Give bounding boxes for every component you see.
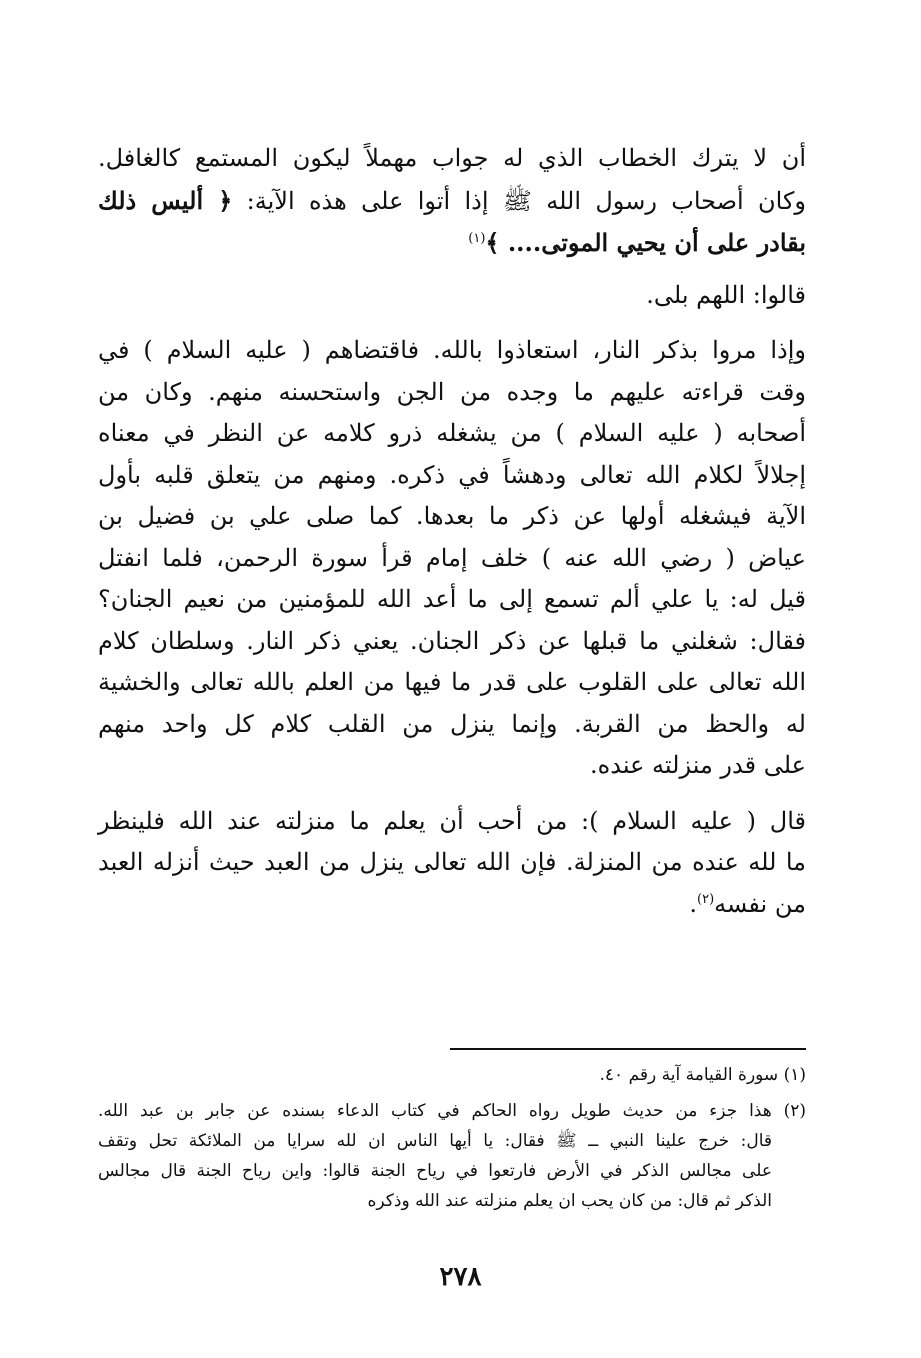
text-segment: .: [689, 889, 697, 918]
text-segment: وكان أصحاب رسول الله ﷺ إذا أتوا على هذه الآية:: [246, 186, 806, 215]
text-line: قالوا: اللهم بلى.: [646, 280, 806, 309]
text-line: وإذا مروا بذكر النار، استعاذوا بالله. فاقتضاهم ( عليه السلام ) في: [98, 336, 806, 364]
footnote-line: على مجالس الذكر في الأرض فارتعوا في رياح الجنة قالوا: واين رياح الجنة قال مجالس: [98, 1161, 772, 1181]
paragraph-4: [98, 801, 806, 926]
footnote-divider: [450, 1048, 806, 1050]
text-line: فقال: شغلني ما قبلها عن ذكر الجنان. يعني ذكر النار. وسلطان كلام: [98, 626, 806, 655]
footnote-line: الذكر ثم قال: من كان يحب ان يعلم منزلته عند الله وذكره: [367, 1191, 772, 1211]
text-line: الله تعالى على القلوب على قدر ما فيها من العلم بالله تعالى والخشية: [98, 668, 806, 696]
text-line: أن لا يترك الخطاب الذي له جواب مهملاً ليكون المستمع كالغافل.: [98, 144, 807, 172]
main-text: [98, 138, 806, 925]
text-line: [98, 180, 806, 223]
text-line: أصحابه ( عليه السلام ) من يشغله ذرو كلامه عن النظر في معناه: [98, 419, 806, 447]
text-line: [98, 222, 806, 265]
footnote-1: [98, 1060, 806, 1090]
text-line: ما لله عنده من المنزلة. فإن الله تعالى ينزل من العبد حيث أنزله العبد: [98, 848, 806, 876]
footnotes: [98, 1060, 806, 1222]
text-line: [98, 884, 806, 926]
footnote-ref-1[interactable]: (١): [468, 231, 486, 246]
quran-verse: بقادر على أن يحيي الموتى.... ﴾: [485, 228, 806, 257]
text-line: قيل له: يا علي ألم تسمع إلى ما أعد الله للمؤمنين من نعيم الجنان؟: [98, 585, 806, 613]
text-line: وقت قراءته عليهم ما وجده من الجن واستحسنه منهم. وكان من: [98, 377, 806, 406]
paragraph-3: [98, 330, 806, 787]
footnote-line: (٢) هذا جزء من حديث طويل رواه الحاكم في كتاب الدعاء بسنده عن جابر بن عبد الله.: [98, 1101, 806, 1121]
footnote-2: [98, 1096, 806, 1216]
quran-verse: ﴿ أليس ذلك: [98, 185, 233, 215]
paragraph-2: [98, 275, 806, 317]
text-line: الآية فيشغله أولها عن ذكر ما بعدها. كما صلى علي بن فضيل بن: [98, 502, 806, 530]
text-line: عياض ( رضي الله عنه ) خلف إمام قرأ سورة الرحمن، فلما انفتل: [98, 543, 806, 572]
footnote-line: (١) سورة القيامة آية رقم ٤٠.: [599, 1065, 806, 1085]
text-line: على قدر منزلته عنده.: [590, 751, 806, 779]
text-line: له والحظ من القربة. وإنما ينزل من القلب كلام كل واحد منهم: [98, 709, 806, 738]
text-line: قال ( عليه السلام ): من أحب أن يعلم ما منزلته عند الله فلينظر: [98, 806, 806, 835]
footnote-line: قال: خرج علينا النبي ــ ﷺ فقال: يا أيها الناس ان لله سرايا من الملائكة تحل وتقف: [98, 1131, 772, 1151]
text-line: إجلالاً لكلام الله تعالى ودهشاً في ذكره. ومنهم من يتعلق قلبه بأول: [98, 460, 806, 489]
footnote-ref-2[interactable]: (٢): [697, 891, 715, 907]
page-number: ٢٧٨: [439, 1262, 482, 1292]
paragraph-1: [98, 138, 806, 265]
text-segment: من نفسه: [714, 889, 806, 918]
